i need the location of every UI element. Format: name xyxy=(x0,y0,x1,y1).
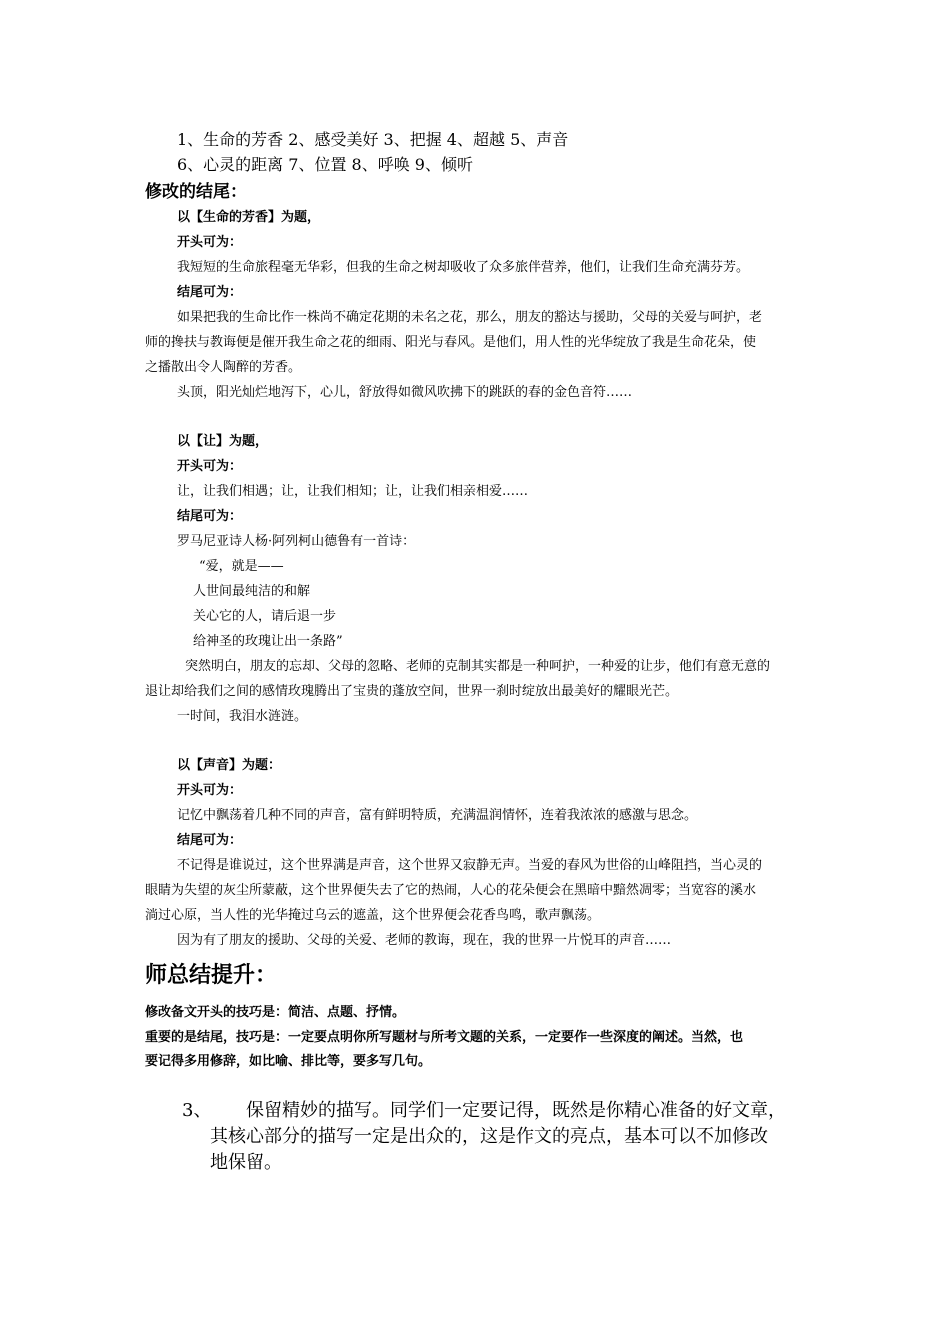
summary-line2-text-a: 一定要点明你所写题材与所考文题的关系，一定要作一些深度的阐述。当然，也 xyxy=(288,1030,744,1045)
block2-p1-line1: 突然明白，朋友的忘却、父母的忽略、老师的克制其实都是一种呵护，一种爱的让步，他们有意无意的 xyxy=(185,659,771,674)
block2-poem-intro: 罗马尼亚诗人杨·阿列柯山德鲁有一首诗： xyxy=(177,534,416,549)
summary-heading: 师总结提升： xyxy=(145,963,278,988)
block1-opening-text: 我短短的生命旅程毫无华彩，但我的生命之树却吸收了众多旅伴营养，他们，让我们生命充满芬芳。 xyxy=(177,260,750,275)
block2-poem-line1: “爱，就是—— xyxy=(199,559,284,574)
block1-ending-label: 结尾可为： xyxy=(177,285,243,300)
block2-opening-label: 开头可为： xyxy=(177,459,243,474)
block2-title: 以【让】为题， xyxy=(177,434,269,449)
block3-title: 以【声音】为题： xyxy=(177,758,282,773)
summary-line1 xyxy=(145,1001,405,1020)
summary-line2 xyxy=(145,1026,743,1045)
block3-opening-label: 开头可为： xyxy=(177,783,243,798)
block2-poem-line3: 关心它的人，请后退一步 xyxy=(193,609,337,624)
block1-ending-p1-line2: 师的搀扶与教诲便是催开我生命之花的细雨、阳光与春风。是他们，用人性的光华绽放了我是生命花朵，使 xyxy=(145,335,757,350)
block3-ending-label: 结尾可为： xyxy=(177,833,243,848)
summary-line2-cont: 要记得多用修辞，如比喻、排比等，要多写几句。 xyxy=(145,1054,432,1069)
block3-opening-text: 记忆中飘荡着几种不同的声音，富有鲜明特质，充满温润情怀，连着我浓浓的感激与思念。 xyxy=(177,808,698,823)
summary-line1-label: 修改备文开头的技巧是： xyxy=(145,1005,289,1020)
point3-line2: 其核心部分的描写一定是出众的，这是作文的亮点，基本可以不加修改 xyxy=(210,1126,768,1147)
block1-title: 以【生命的芳香】为题， xyxy=(177,210,321,225)
block2-p2: 一时间，我泪水涟涟。 xyxy=(177,709,308,724)
point3-line3: 地保留。 xyxy=(210,1152,282,1173)
block1-opening-label: 开头可为： xyxy=(177,235,243,250)
topics-line-2: 6、心灵的距离 7、位置 8、呼唤 9、倾听 xyxy=(177,155,473,174)
block2-p1-line2: 退让却给我们之间的感情玫瑰腾出了宝贵的蓬放空间，世界一刹时绽放出最美好的耀眼光芒。 xyxy=(145,684,679,699)
block1-ending-p2: 头顶，阳光灿烂地泻下，心儿，舒放得如微风吹拂下的跳跃的春的金色音符…… xyxy=(177,385,633,400)
summary-line2-label: 重要的是结尾，技巧是： xyxy=(145,1030,289,1045)
block1-ending-p1-line1: 如果把我的生命比作一株尚不确定花期的未名之花，那么，朋友的豁达与援助，父母的关爱与呵护，老 xyxy=(177,310,763,325)
point3-number: 3、 xyxy=(182,1100,212,1121)
topics-line-1: 1、生命的芳香 2、感受美好 3、把握 4、超越 5、声音 xyxy=(177,130,569,149)
block2-poem-line2: 人世间最纯洁的和解 xyxy=(193,584,311,599)
block3-p1-line1: 不记得是谁说过，这个世界满是声音，这个世界又寂静无声。当爱的春风为世俗的山峰阻挡，当心灵的 xyxy=(177,858,763,873)
block3-p1-line3: 淌过心原，当人性的光华掩过乌云的遮盖，这个世界便会花香鸟鸣，歌声飘荡。 xyxy=(145,908,601,923)
block1-ending-p1-line3: 之播散出令人陶醉的芳香。 xyxy=(145,360,302,375)
point3-line1: 保留精妙的描写。同学们一定要记得，既然是你精心准备的好文章， xyxy=(246,1100,786,1121)
section-heading-ending: 修改的结尾： xyxy=(145,182,247,202)
summary-line1-text: 简洁、点题、抒情。 xyxy=(288,1005,406,1020)
block3-p2: 因为有了朋友的援助、父母的关爱、老师的教诲，现在，我的世界一片悦耳的声音…… xyxy=(177,933,672,948)
block2-ending-label: 结尾可为： xyxy=(177,509,243,524)
block2-poem-line4: 给神圣的玫瑰让出一条路” xyxy=(193,634,343,649)
block2-opening-text: 让，让我们相遇；让，让我们相知；让，让我们相亲相爱…… xyxy=(177,484,529,499)
block3-p1-line2: 眼睛为失望的灰尘所蒙蔽，这个世界便失去了它的热闹，人心的花朵便会在黑暗中黯然凋零；当宽容的溪水 xyxy=(145,883,757,898)
